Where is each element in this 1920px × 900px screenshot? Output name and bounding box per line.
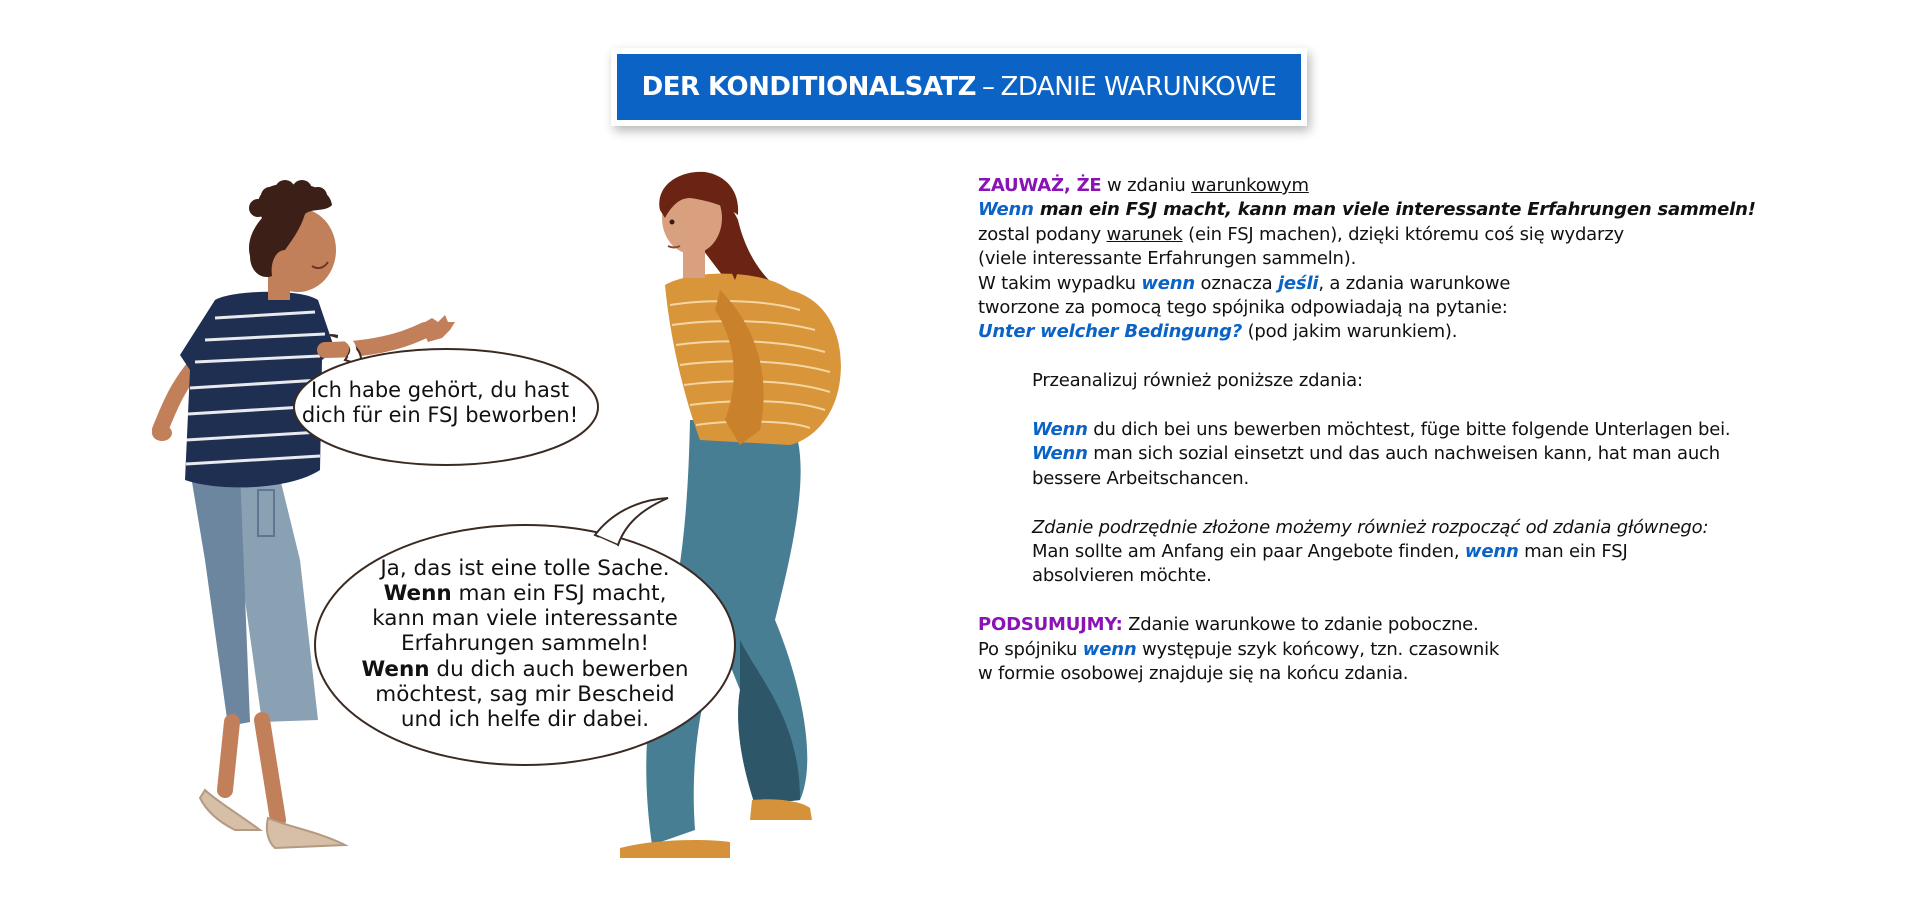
panel-text: man ein FSJ bbox=[1518, 541, 1628, 563]
panel-line: Zdanie podrzędnie złożone możemy również rozpocząć od zdania głównego: bbox=[1032, 516, 1709, 538]
panel-line: Przeanalizuj również poniższe zdania: bbox=[1032, 370, 1363, 392]
bubble-2-line: möchtest, sag mir Bescheid bbox=[375, 681, 675, 707]
panel-text: (pod jakim warunkiem). bbox=[1242, 321, 1458, 343]
panel-text: Po spójniku bbox=[978, 638, 1083, 660]
wenn-highlight: wenn bbox=[1082, 638, 1137, 660]
panel-line bbox=[978, 320, 1898, 344]
panel-text: Zdanie warunkowe to zdanie poboczne. bbox=[1122, 614, 1479, 636]
panel-text: (ein FSJ machen), dzięki któremu coś się wydarzy bbox=[1182, 223, 1624, 245]
underlined-term: warunkowym bbox=[1191, 175, 1309, 196]
panel-line bbox=[978, 638, 1898, 662]
panel-line bbox=[978, 198, 1898, 222]
panel-text: W takim wypadku bbox=[978, 272, 1142, 294]
underlined-term: warunek bbox=[1106, 223, 1183, 245]
title-bold: DER KONDITIONALSATZ bbox=[641, 72, 977, 102]
wenn-highlight: Wenn bbox=[1032, 419, 1088, 441]
panel-text: du dich bei uns bewerben möchtest, füge bitte folgende Unterlagen bei. bbox=[1087, 419, 1731, 441]
title-separator: – bbox=[982, 72, 995, 102]
wenn-bold: Wenn bbox=[383, 581, 452, 607]
panel-text: man sich sozial einsetzt und das auch nachweisen kann, hat man auch bbox=[1087, 443, 1720, 465]
spacer bbox=[978, 589, 1898, 613]
panel-text: Man sollte am Anfang ein paar Angebote finden, bbox=[1032, 541, 1465, 563]
bubble-1-text bbox=[280, 378, 600, 428]
panel-line bbox=[978, 174, 1898, 198]
spacer bbox=[978, 491, 1898, 515]
bubble-2-line-rest: man ein FSJ macht, bbox=[451, 581, 667, 607]
bubble-2-line-rest: du dich auch bewerben bbox=[429, 656, 689, 682]
panel-line bbox=[978, 442, 1898, 466]
bubble-1-line: Ich habe gehört, du hast bbox=[310, 378, 570, 402]
panel-text: oznacza bbox=[1195, 272, 1278, 294]
panel-text: w zdaniu bbox=[1101, 175, 1192, 196]
spacer bbox=[978, 394, 1898, 418]
panel-line bbox=[978, 272, 1898, 296]
wenn-highlight: wenn bbox=[1141, 272, 1196, 294]
summary-label: PODSUMUJMY: bbox=[978, 614, 1123, 636]
panel-line: (viele interessante Erfahrungen sammeln). bbox=[978, 248, 1357, 270]
bubble-2-line: kann man viele interessante bbox=[372, 606, 678, 632]
title-normal: ZDANIE WARUNKOWE bbox=[1000, 72, 1277, 102]
bubble-2-line bbox=[330, 657, 720, 682]
panel-line bbox=[978, 540, 1898, 564]
jesli-highlight: jeśli bbox=[1277, 272, 1319, 294]
notice-label: ZAUWAŻ, ŻE bbox=[978, 175, 1102, 196]
panel-text: występuje szyk końcowy, tzn. czasownik bbox=[1136, 638, 1500, 660]
panel-line bbox=[978, 223, 1898, 247]
panel-line: w formie osobowej znajduje się na końcu zdania. bbox=[978, 663, 1409, 685]
bubble-2-text bbox=[330, 556, 720, 732]
bubble-2-line: Erfahrungen sammeln! bbox=[401, 631, 649, 657]
bubble-2-line bbox=[330, 581, 720, 606]
explanation-panel bbox=[978, 174, 1898, 686]
girl-figure bbox=[620, 172, 841, 858]
spacer bbox=[978, 345, 1898, 369]
boy-figure bbox=[152, 180, 455, 848]
bubble-1-line: dich für ein FSJ beworben! bbox=[301, 403, 579, 428]
panel-line: bessere Arbeitschancen. bbox=[1032, 467, 1250, 489]
panel-text: zostal podany bbox=[978, 223, 1107, 245]
bubble-2-line: und ich helfe dir dabei. bbox=[400, 706, 650, 732]
wenn-highlight: Wenn bbox=[978, 199, 1034, 221]
panel-line bbox=[978, 613, 1898, 637]
panel-line bbox=[978, 418, 1898, 442]
wenn-highlight: wenn bbox=[1464, 541, 1519, 563]
wenn-highlight: Wenn bbox=[1032, 443, 1088, 465]
bubble-2-line: Ja, das ist eine tolle Sache. bbox=[380, 556, 670, 581]
example-sentence: man ein FSJ macht, kann man viele interessante Erfahrungen sammeln! bbox=[1033, 199, 1756, 221]
panel-text: , a zdania warunkowe bbox=[1318, 272, 1511, 294]
panel-line: absolvieren möchte. bbox=[1032, 565, 1212, 587]
question-highlight: Unter welcher Bedingung? bbox=[978, 321, 1243, 343]
wenn-bold: Wenn bbox=[361, 656, 430, 682]
panel-line: tworzone za pomocą tego spójnika odpowiadają na pytanie: bbox=[978, 297, 1508, 319]
